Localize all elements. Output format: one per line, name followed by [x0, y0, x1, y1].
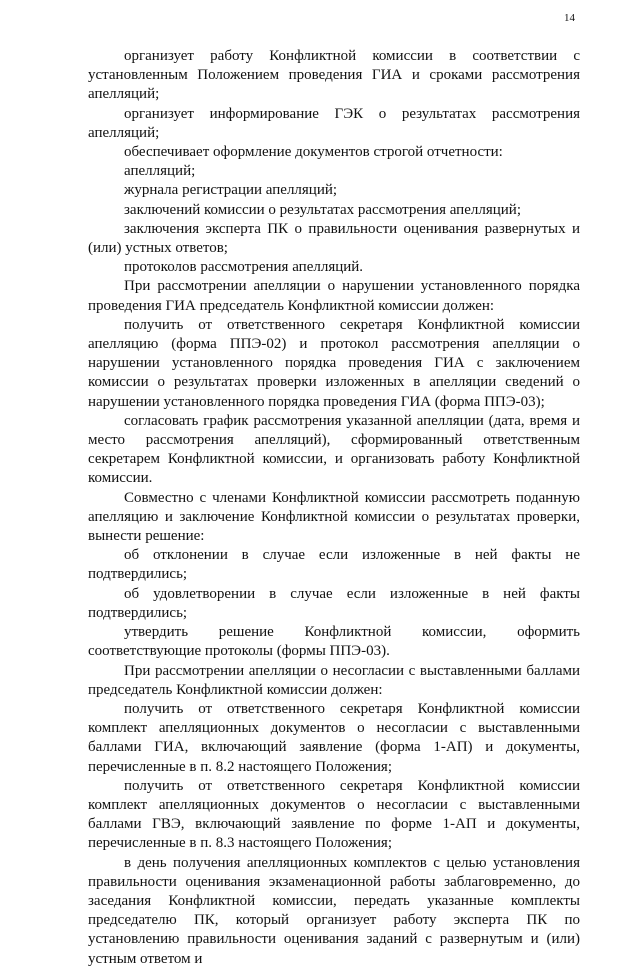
paragraph: об удовлетворении в случае если изложенные в ней факты подтвердились; — [88, 585, 580, 621]
paragraph: При рассмотрении апелляции о нарушении установленного порядка проведения ГИА председатель Конфликтной комиссии должен: — [88, 278, 580, 314]
paragraph: об отклонении в случае если изложенные в ней факты не подтвердились; — [88, 547, 580, 583]
paragraph: заключения эксперта ПК о правильности оценивания развернутых и (или) устных ответов; — [88, 220, 580, 257]
paragraph: обеспечивает оформление документов строгой отчетности: — [124, 144, 503, 161]
paragraph: журнала регистрации апелляций; — [124, 182, 338, 199]
paragraph: организует работу Конфликтной комиссии в соответствии с установленным Положением проведения ГИА и сроками рассмотрения апелляций; — [88, 48, 580, 103]
paragraph: в день получения апелляционных комплектов с целью установления правильности оценивания экзаменационной работы заблаговременно, до заседания Конфликтной комиссии, передать указанные комплекты председателю ПК, который организует работу эксперта ПК по установлению правильности оценивания заданий с развернутым и (или) устным ответом и — [88, 854, 580, 967]
paragraph: получить от ответственного секретаря Конфликтной комиссии комплект апелляционных документов о несогласии с выставленными баллами ГВЭ, включающий заявление по форме 1-АП и документы, перечисленные в п. 8.3 настоящего Положения; — [88, 777, 580, 852]
paragraph: организует информирование ГЭК о результатах рассмотрения апелляций; — [88, 105, 580, 141]
paragraph: апелляций; — [124, 163, 196, 180]
paragraph: получить от ответственного секретаря Конфликтной комиссии апелляцию (форма ППЭ-02) и протокол рассмотрения апелляции о нарушении установленного порядка проведения ГИА с заключением комиссии о результатах проверки изложенных в апелляции сведений о нарушении установленного порядка проведения ГИА (форма ППЭ-03); — [88, 316, 580, 410]
page-number: 14 — [564, 12, 575, 24]
body-text — [88, 47, 580, 969]
paragraph: согласовать график рассмотрения указанной апелляции (дата, время и место рассмотрения апелляций), сформированный ответственным секретарем Конфликтной комиссии, и организовать работу Конфликтной комиссии. — [88, 412, 580, 487]
paragraph: протоколов рассмотрения апелляций. — [124, 259, 364, 276]
paragraph: Совместно с членами Конфликтной комиссии рассмотреть поданную апелляцию и заключение Конфликтной комиссии о результатах проверки, вынести решение: — [88, 489, 580, 545]
paragraph: При рассмотрении апелляции о несогласии с выставленными баллами председатель Конфликтной комиссии должен: — [88, 662, 580, 698]
paragraph: утвердить решение Конфликтной комиссии, оформить соответствующие протоколы (формы ППЭ-03). — [88, 624, 580, 660]
paragraph: получить от ответственного секретаря Конфликтной комиссии комплект апелляционных документов о несогласии с выставленными баллами ГИА, включающий заявление (форма 1-АП) и документы, перечисленные в п. 8.2 настоящего Положения; — [88, 700, 580, 775]
paragraph: заключений комиссии о результатах рассмотрения апелляций; — [124, 201, 521, 218]
